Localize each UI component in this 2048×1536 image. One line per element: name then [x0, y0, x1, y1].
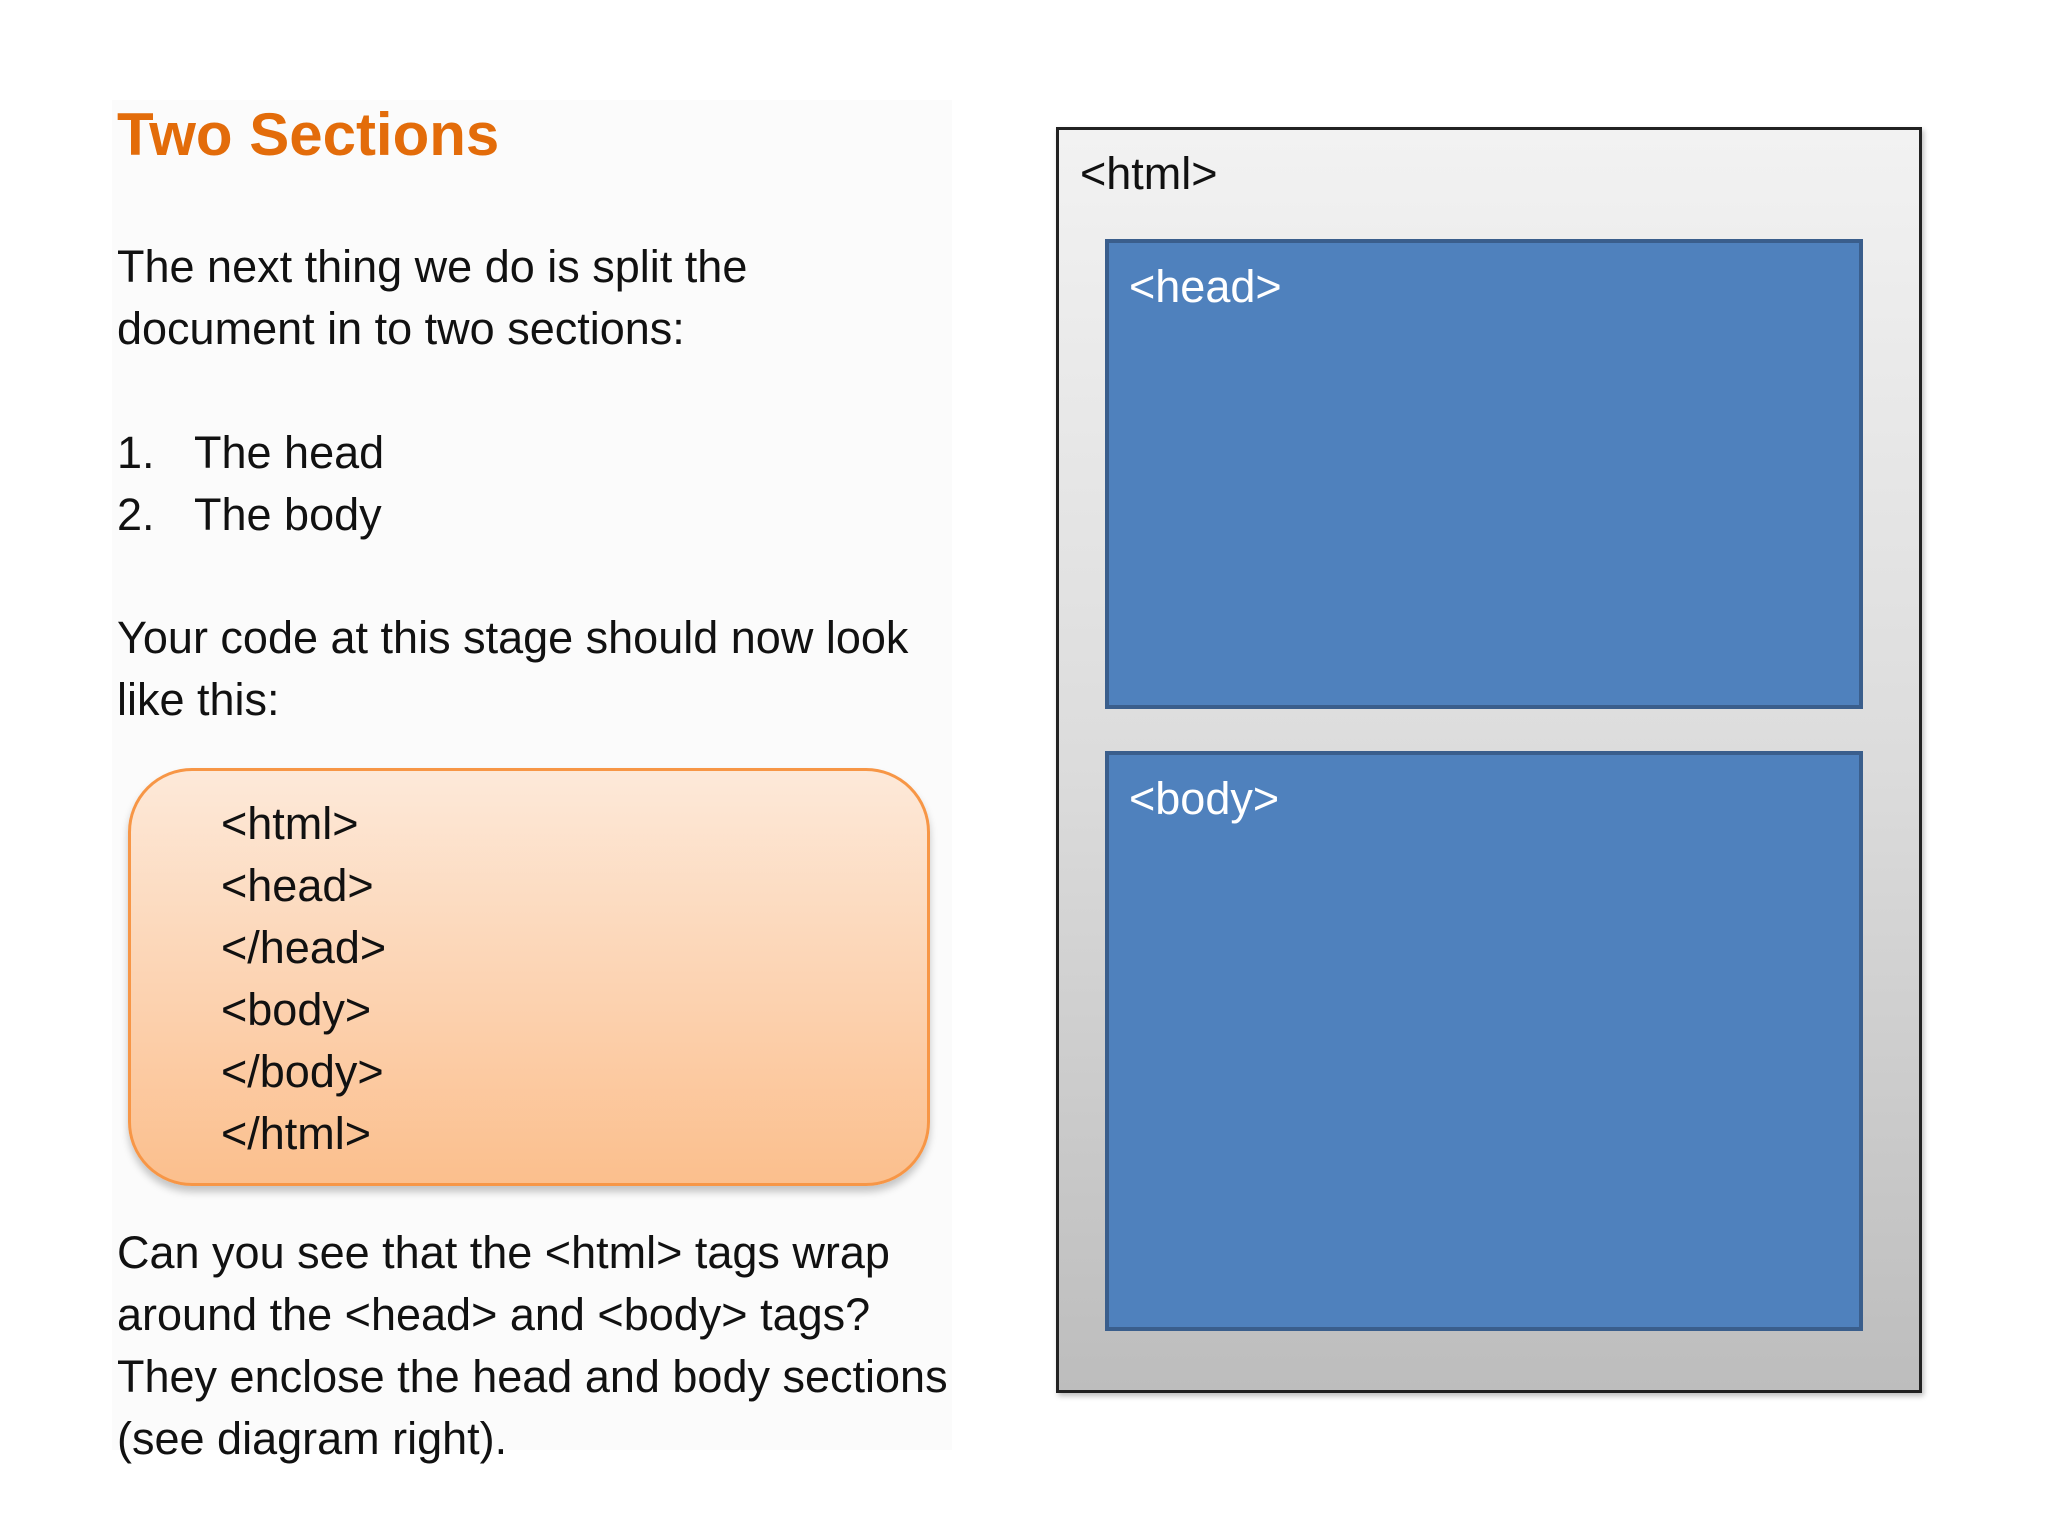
slide-title: Two Sections: [117, 101, 500, 168]
code-line: </head>: [221, 922, 387, 973]
head-section-block: [1105, 239, 1863, 709]
body-tag-label: <body>: [1129, 773, 1280, 824]
code-line: <body>: [221, 984, 372, 1035]
list-item-text: The head: [194, 427, 385, 478]
code-line: <head>: [221, 860, 374, 911]
list-item: [117, 422, 957, 484]
body-section-block: [1105, 751, 1863, 1331]
closing-paragraph: Can you see that the <html> tags wrap around the <head> and <body> tags? They enclose the head and body sections (see diagram right).: [117, 1227, 948, 1464]
intro-paragraph: The next thing we do is split the document in to two sections:: [117, 241, 748, 354]
code-lines: [221, 793, 386, 1165]
code-line: </html>: [221, 1108, 372, 1159]
head-tag-label: <head>: [1129, 261, 1282, 312]
list-item-number: 2.: [117, 489, 155, 540]
code-example-box: [128, 768, 930, 1186]
sections-list: [117, 422, 957, 546]
code-line: <html>: [221, 798, 359, 849]
list-item: [117, 484, 957, 546]
html-tag-label: <html>: [1080, 148, 1218, 199]
code-line: </body>: [221, 1046, 384, 1097]
stage-paragraph: Your code at this stage should now look like this:: [117, 612, 909, 725]
list-item-number: 1.: [117, 427, 155, 478]
list-item-text: The body: [194, 489, 382, 540]
html-structure-diagram: [1056, 127, 1922, 1393]
